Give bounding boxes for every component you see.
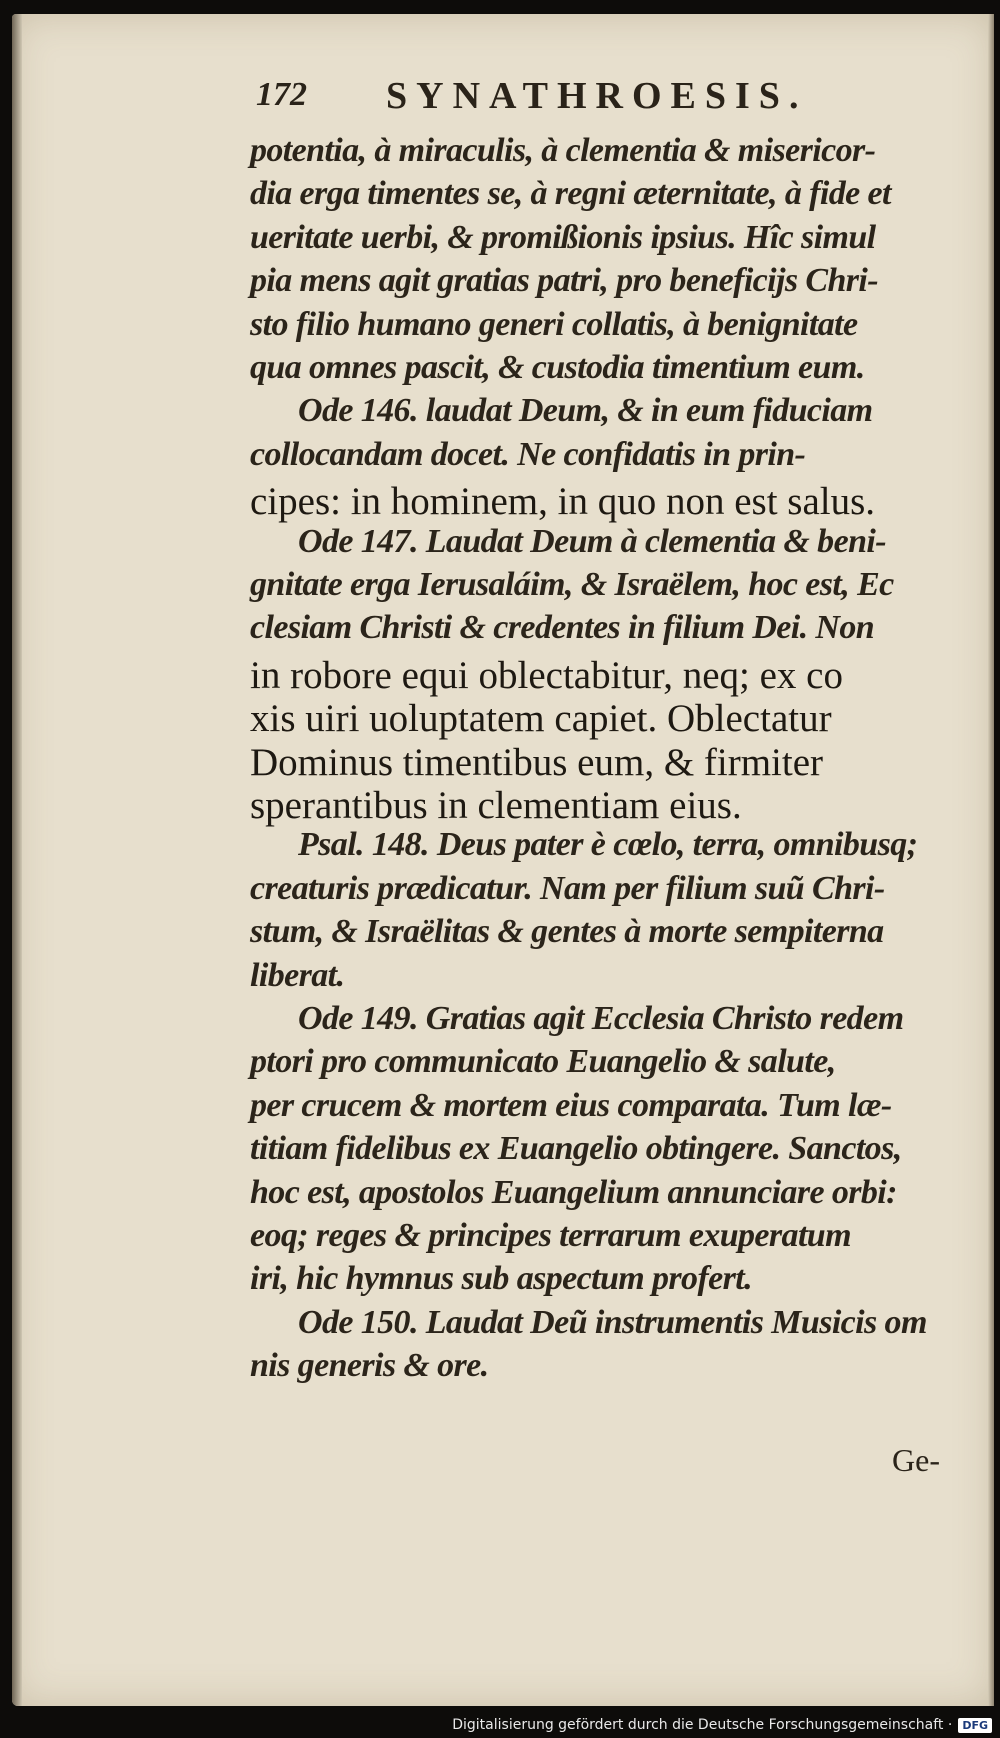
text-line: liberat. [250, 956, 345, 994]
text-line: Ode 149. Gratias agit Ecclesia Christo redem [298, 1000, 904, 1037]
page-spine-shadow [12, 14, 22, 1706]
text-line: eoq; reges & principes terrarum exuperatum [250, 1217, 851, 1254]
text-line: clesiam Christi & credentes in filium Dei. Non [250, 609, 875, 647]
page-number: 172 [256, 76, 307, 113]
text-line: hoc est, apostolos Euangelium annunciare orbi: [250, 1173, 897, 1211]
text-line: Dominus timentibus eum, & firmiter [250, 740, 824, 784]
text-line: Psal. 148. Deus pater è cœlo, terra, omnibusq; [298, 826, 918, 864]
text-line: iri, hic hymnus sub aspectum profert. [250, 1260, 753, 1298]
digitization-footer [452, 1715, 992, 1735]
text-line: in robore equi oblectabitur, neq; ex co [250, 653, 843, 697]
text-line: ueritate uerbi, & promißionis ipsius. Hîc simul [250, 218, 876, 256]
text-line: cipes: in hominem, in quo non est salus. [250, 480, 876, 524]
text-line: qua omnes pascit, & custodia timentium eum. [250, 349, 865, 386]
text-line: titiam fidelibus ex Euangelio obtingere. Sanctos, [250, 1130, 902, 1168]
dfg-logo: DFG [958, 1718, 992, 1733]
text-line: Ode 147. Laudat Deum à clementia & beni- [298, 522, 886, 560]
text-line: potentia, à miraculis, à clementia & misericor- [250, 132, 876, 169]
text-line: sperantibus in clementiam eius. [250, 784, 742, 827]
text-line: collocandam docet. Ne confidatis in prin- [250, 435, 806, 473]
text-line: dia erga timentes se, à regni æternitate, à fide et [250, 175, 891, 213]
text-line: creaturis prædicatur. Nam per filium suũ Chri- [250, 869, 885, 907]
page-edge [988, 14, 994, 1706]
text-line: pia mens agit gratias patri, pro beneficijs Chri- [250, 262, 878, 300]
text-line: xis uiri uoluptatem capiet. Oblectatur [250, 697, 832, 741]
text-line: per crucem & mortem eius comparata. Tum læ- [250, 1086, 892, 1124]
page-header [256, 72, 876, 122]
text-line: ptori pro communicato Euangelio & salute, [250, 1043, 836, 1081]
running-head: SYNATHROESIS. [386, 75, 808, 117]
footer-credit: Digitalisierung gefördert durch die Deutsche Forschungsgemeinschaft · [452, 1717, 953, 1733]
text-line: Ode 150. Laudat Deũ instrumentis Musicis om [298, 1303, 927, 1341]
text-line: stum, & Israëlitas & gentes à morte sempiterna [250, 913, 884, 951]
text-line: gnitate erga Ierusaláim, & Israëlem, hoc est, Ec [250, 566, 894, 603]
book-page [12, 14, 994, 1706]
text-line: Ode 146. laudat Deum, & in eum fiduciam [298, 392, 873, 430]
catchword: Ge- [892, 1442, 940, 1478]
text-line: nis generis & ore. [250, 1347, 489, 1385]
text-line: sto filio humano generi collatis, à benignitate [250, 305, 858, 343]
